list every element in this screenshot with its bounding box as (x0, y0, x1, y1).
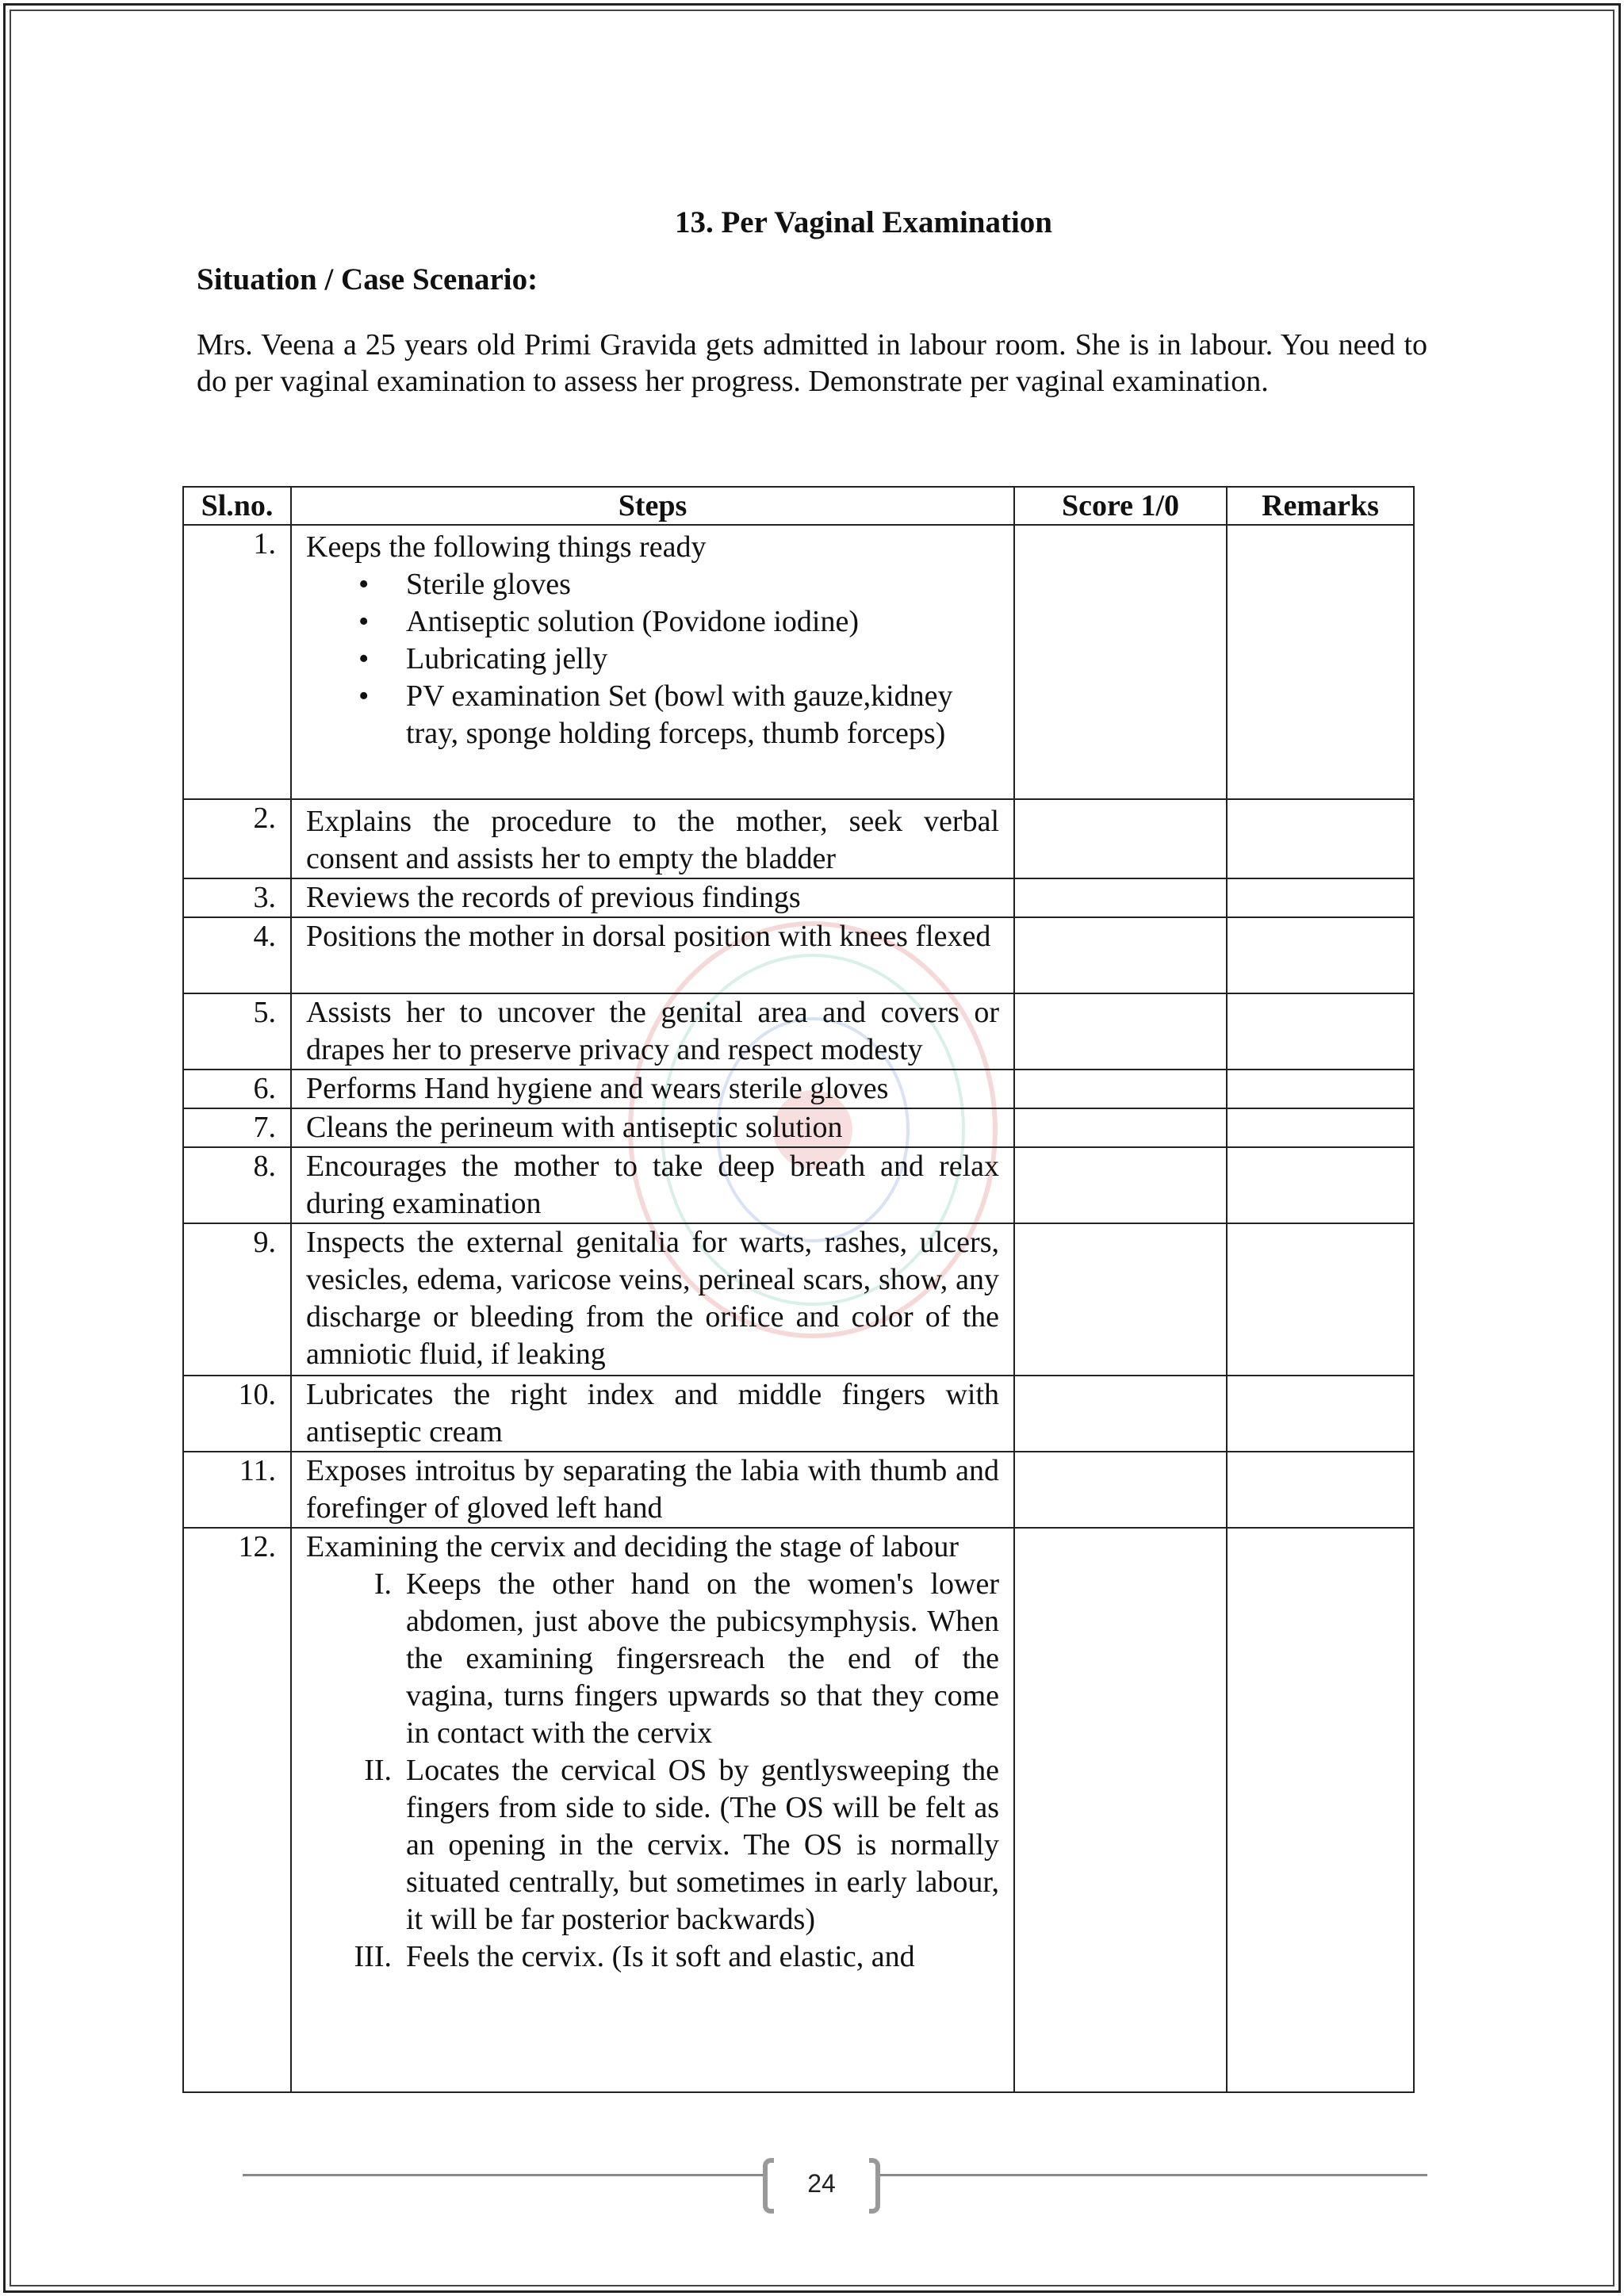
step-number: 6. (183, 1070, 291, 1108)
table-row (183, 917, 1414, 993)
step-number: 5. (183, 993, 291, 1070)
header-steps: Steps (291, 487, 1014, 525)
list-item: III. Feels the cervix. (Is it soft and elastic, and (306, 1938, 999, 1976)
remarks-cell[interactable] (1227, 799, 1414, 878)
score-cell[interactable] (1014, 1528, 1227, 2092)
step-number: 2. (183, 799, 291, 878)
list-item: • Antiseptic solution (Povidone iodine) (306, 603, 999, 641)
step-text: Examining the cervix and deciding the stage of labour (306, 1530, 959, 1563)
bullet-icon: • (358, 679, 370, 713)
situation-heading: Situation / Case Scenario: (197, 262, 538, 297)
roman-numeral: III. (354, 1940, 392, 1973)
score-cell[interactable] (1014, 1452, 1227, 1528)
header-score: Score 1/0 (1014, 487, 1227, 525)
step-number: 1. (183, 525, 291, 799)
remarks-cell[interactable] (1227, 1376, 1414, 1452)
list-item: • Sterile gloves (306, 566, 999, 603)
score-cell[interactable] (1014, 799, 1227, 878)
step-number: 10. (183, 1376, 291, 1452)
page-number-box (763, 2158, 880, 2214)
step-text: Encourages the mother to take deep breath and relax during examination (291, 1147, 1014, 1223)
list-item: I. Keeps the other hand on the women's lower abdomen, just above the pubicsymphysis. When the examining fingersreach the end of the vagina, turns fingers upwards so that they come in contact with the cervix (306, 1566, 999, 1752)
table-row (183, 1376, 1414, 1452)
step-text: Reviews the records of previous findings (291, 878, 1014, 917)
score-cell[interactable] (1014, 993, 1227, 1070)
bullet-icon: • (358, 605, 370, 638)
step-text: Keeps the following things ready (306, 530, 707, 564)
footer-rule-right (877, 2174, 1427, 2176)
step-number: 8. (183, 1147, 291, 1223)
table-header-row (183, 487, 1414, 525)
step-text: Explains the procedure to the mother, seek verbal consent and assists her to empty the bladder (291, 799, 1014, 878)
table-row (183, 525, 1414, 799)
table-row (183, 993, 1414, 1070)
step-text: Performs Hand hygiene and wears sterile gloves (291, 1070, 1014, 1108)
remarks-cell[interactable] (1227, 878, 1414, 917)
table-row (183, 1070, 1414, 1108)
step-text: Assists her to uncover the genital area and covers or drapes her to preserve privacy and respect modesty (291, 993, 1014, 1070)
score-cell[interactable] (1014, 1070, 1227, 1108)
remarks-cell[interactable] (1227, 917, 1414, 993)
score-cell[interactable] (1014, 1376, 1227, 1452)
remarks-cell[interactable] (1227, 1108, 1414, 1147)
table-row (183, 1528, 1414, 2092)
roman-numeral: II. (364, 1754, 392, 1787)
step-number: 3. (183, 878, 291, 917)
remarks-cell[interactable] (1227, 1070, 1414, 1108)
header-remarks: Remarks (1227, 487, 1414, 525)
table-row (183, 799, 1414, 878)
footer-rule-left (243, 2174, 766, 2176)
score-cell[interactable] (1014, 917, 1227, 993)
score-cell[interactable] (1014, 1147, 1227, 1223)
list-item: II. Locates the cervical OS by gentlysweeping the fingers from side to side. (The OS will be felt as an opening in the cervix. The OS is normally situated centrally, but sometimes in early labour, it will be far posterior backwards) (306, 1752, 999, 1938)
scenario-text: Mrs. Veena a 25 years old Primi Gravida gets admitted in labour room. She is in labour. You need to do per vaginal examination to assess her progress. Demonstrate per vaginal examination. (197, 328, 1427, 398)
step-text: Lubricates the right index and middle fingers with antiseptic cream (291, 1376, 1014, 1452)
step-text: Cleans the perineum with antiseptic solution (291, 1108, 1014, 1147)
step-text: Exposes introitus by separating the labia with thumb and forefinger of gloved left hand (291, 1452, 1014, 1528)
step-number: 7. (183, 1108, 291, 1147)
checklist-table (182, 486, 1415, 2093)
list-item: • Lubricating jelly (306, 641, 999, 678)
remarks-cell[interactable] (1227, 1147, 1414, 1223)
remarks-cell[interactable] (1227, 993, 1414, 1070)
table-row (183, 878, 1414, 917)
step-cell (291, 525, 1014, 799)
page-title: 13. Per Vaginal Examination (674, 205, 1053, 239)
table-row (183, 1147, 1414, 1223)
remarks-cell[interactable] (1227, 1528, 1414, 2092)
list-item: • PV examination Set (bowl with gauze,kidney tray, sponge holding forceps, thumb forceps) (358, 679, 953, 750)
step-text: Positions the mother in dorsal position with knees flexed (291, 917, 1014, 993)
items-list (306, 566, 999, 752)
header-slno: Sl.no. (183, 487, 291, 525)
step-text: Inspects the external genitalia for warts, rashes, ulcers, vesicles, edema, varicose veins, perineal scars, show, any discharge or bleeding from the orifice and color of the amniotic fluid, if leaking (291, 1223, 1014, 1376)
remarks-cell[interactable] (1227, 1223, 1414, 1376)
score-cell[interactable] (1014, 878, 1227, 917)
score-cell[interactable] (1014, 1223, 1227, 1376)
remarks-cell[interactable] (1227, 1452, 1414, 1528)
step-cell (291, 1528, 1014, 2092)
page-number: 24 (807, 2169, 836, 2198)
step-number: 11. (183, 1452, 291, 1528)
substeps-list (306, 1566, 999, 1976)
table-row (183, 1108, 1414, 1147)
bullet-icon: • (358, 642, 370, 675)
step-number: 4. (183, 917, 291, 993)
table-row (183, 1223, 1414, 1376)
table-row (183, 1452, 1414, 1528)
step-number: 9. (183, 1223, 291, 1376)
roman-numeral: I. (373, 1567, 392, 1601)
score-cell[interactable] (1014, 525, 1227, 799)
step-number: 12. (183, 1528, 291, 2092)
score-cell[interactable] (1014, 1108, 1227, 1147)
bullet-icon: • (358, 568, 370, 601)
remarks-cell[interactable] (1227, 525, 1414, 799)
